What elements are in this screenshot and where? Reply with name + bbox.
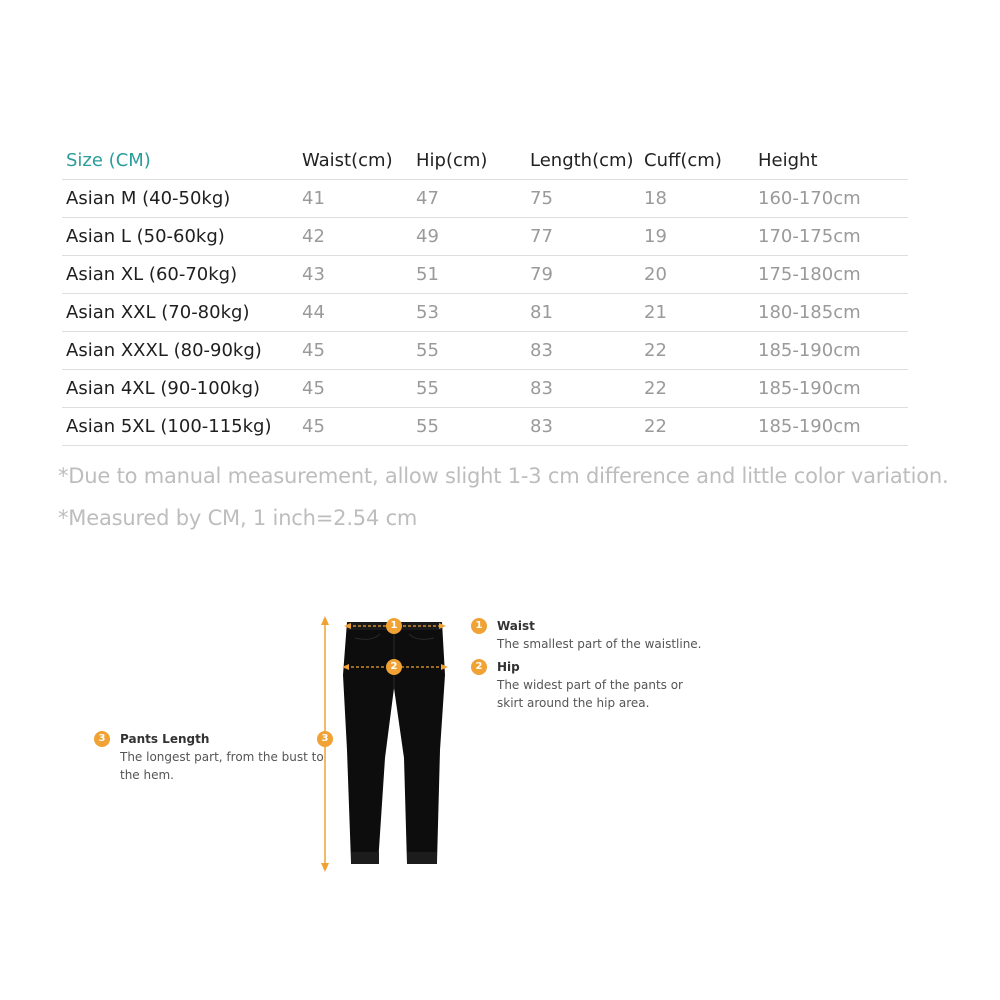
waist-marker-badge: 1 [386, 618, 402, 634]
measurement-diagram [0, 600, 1000, 900]
cuff-cell: 21 [640, 294, 754, 332]
length-marker-badge: 3 [317, 731, 333, 747]
cuff-cell: 22 [640, 408, 754, 446]
length-number-badge: 3 [94, 731, 110, 747]
waist-legend-desc: The smallest part of the waistline. [497, 637, 702, 651]
table-row [62, 180, 908, 218]
length-cell: 81 [526, 294, 640, 332]
size-cell: Asian L (50-60kg) [62, 218, 298, 256]
hip-legend-desc-line2: skirt around the hip area. [497, 696, 650, 710]
waist-arrow-right-icon [439, 623, 446, 629]
hip-marker-badge: 2 [386, 659, 402, 675]
size-cell: Asian XXXL (80-90kg) [62, 332, 298, 370]
height-cell: 170-175cm [754, 218, 908, 256]
length-cell: 83 [526, 370, 640, 408]
hip-cell: 53 [412, 294, 526, 332]
size-cell: Asian 4XL (90-100kg) [62, 370, 298, 408]
header-height: Height [754, 142, 908, 180]
table-row [62, 256, 908, 294]
length-cell: 75 [526, 180, 640, 218]
length-cell: 77 [526, 218, 640, 256]
length-legend [94, 730, 324, 784]
height-cell: 185-190cm [754, 332, 908, 370]
length-legend-desc-line1: The longest part, from the bust to [120, 750, 324, 764]
length-cell: 83 [526, 408, 640, 446]
header-length: Length(cm) [526, 142, 640, 180]
table-row [62, 408, 908, 446]
height-cell: 160-170cm [754, 180, 908, 218]
table-row [62, 332, 908, 370]
hip-cell: 51 [412, 256, 526, 294]
waist-cell: 41 [298, 180, 412, 218]
cuff-cell: 18 [640, 180, 754, 218]
length-arrow-bottom-icon [321, 863, 329, 872]
table-header-row [62, 142, 908, 180]
header-size: Size (CM) [62, 142, 298, 180]
cuff-cell: 19 [640, 218, 754, 256]
cuff-cell: 22 [640, 332, 754, 370]
inch-conversion-note: *Measured by CM, 1 inch=2.54 cm [58, 506, 418, 530]
hip-cell: 55 [412, 370, 526, 408]
measurement-note: *Due to manual measurement, allow slight 1-3 cm difference and little color variation. [58, 464, 949, 488]
height-cell: 185-190cm [754, 370, 908, 408]
waist-legend [471, 617, 731, 653]
length-legend-desc-line2: the hem. [120, 768, 174, 782]
waist-cell: 45 [298, 332, 412, 370]
waist-cell: 45 [298, 408, 412, 446]
size-chart-table [62, 142, 908, 446]
hip-legend-desc-line1: The widest part of the pants or [497, 678, 683, 692]
waist-cell: 45 [298, 370, 412, 408]
waist-cell: 43 [298, 256, 412, 294]
height-cell: 175-180cm [754, 256, 908, 294]
hip-cell: 47 [412, 180, 526, 218]
size-cell: Asian XL (60-70kg) [62, 256, 298, 294]
table-row [62, 370, 908, 408]
table-row [62, 218, 908, 256]
size-cell: Asian 5XL (100-115kg) [62, 408, 298, 446]
waist-cell: 44 [298, 294, 412, 332]
cuff-cell: 20 [640, 256, 754, 294]
table-row [62, 294, 908, 332]
cuff-cell: 22 [640, 370, 754, 408]
length-legend-title: Pants Length [120, 732, 210, 746]
waist-cell: 42 [298, 218, 412, 256]
header-cuff: Cuff(cm) [640, 142, 754, 180]
hip-cell: 49 [412, 218, 526, 256]
waist-number-badge: 1 [471, 618, 487, 634]
header-waist: Waist(cm) [298, 142, 412, 180]
header-hip: Hip(cm) [412, 142, 526, 180]
size-cell: Asian M (40-50kg) [62, 180, 298, 218]
length-cell: 79 [526, 256, 640, 294]
hip-cell: 55 [412, 408, 526, 446]
hip-cell: 55 [412, 332, 526, 370]
size-cell: Asian XXL (70-80kg) [62, 294, 298, 332]
length-cell: 83 [526, 332, 640, 370]
hip-legend-title: Hip [497, 660, 520, 674]
height-cell: 185-190cm [754, 408, 908, 446]
waist-legend-title: Waist [497, 619, 535, 633]
height-cell: 180-185cm [754, 294, 908, 332]
hip-number-badge: 2 [471, 659, 487, 675]
length-arrow-top-icon [321, 616, 329, 625]
hip-legend [471, 658, 731, 712]
